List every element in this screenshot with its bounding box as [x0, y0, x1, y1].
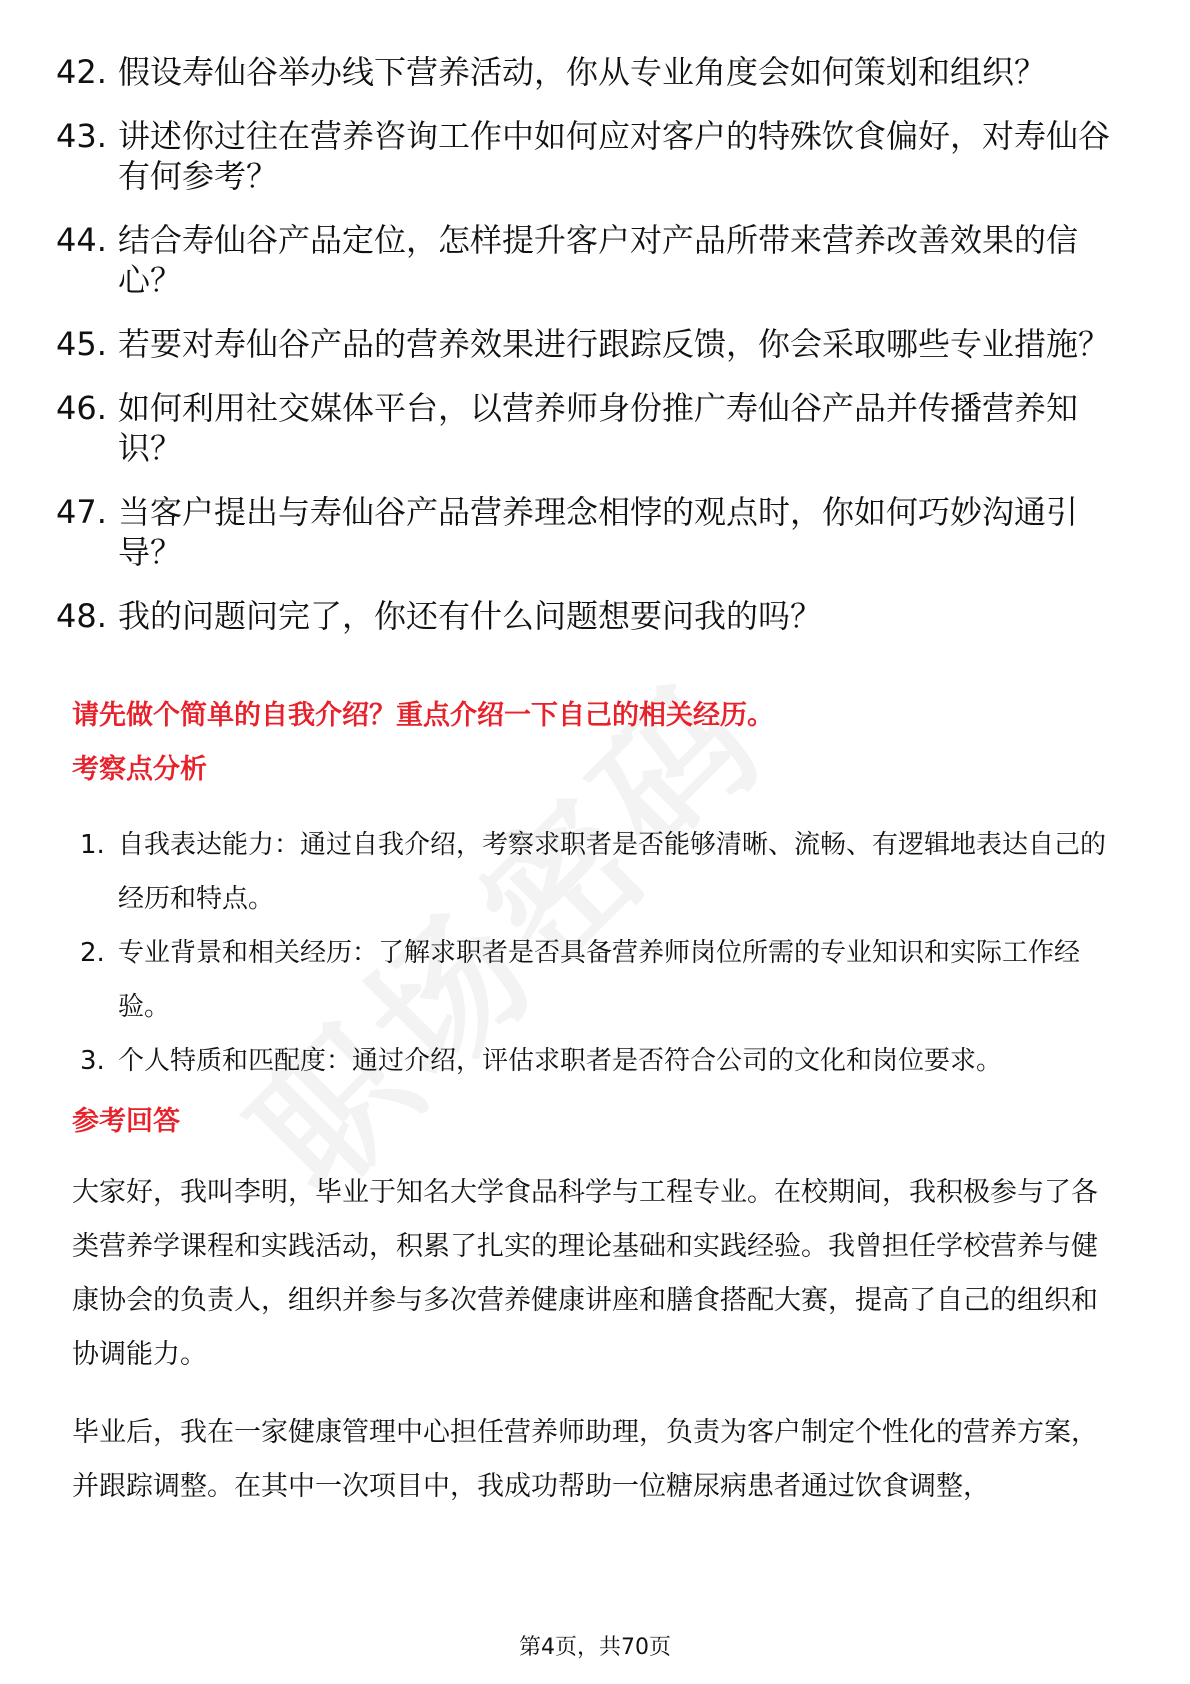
analysis-heading: 考察点分析 — [72, 754, 207, 785]
question-list — [56, 52, 1116, 660]
featured-question: 请先做个简单的自我介绍？重点介绍一下自己的相关经历。 — [72, 700, 774, 731]
analysis-list — [80, 818, 1120, 1088]
analysis-item — [80, 1034, 1120, 1088]
question-text: 我的问题问完了，你还有什么问题想要问我的吗？ — [118, 597, 823, 635]
question-item — [56, 220, 1116, 300]
reference-paragraph: 毕业后，我在一家健康管理中心担任营养师助理，负责为客户制定个性化的营养方案，并跟踪调整。在其中一次项目中，我成功帮助一位糖尿病患者通过饮食调整， — [72, 1417, 1098, 1502]
question-text: 假设寿仙谷举办线下营养活动，你从专业角度会如何策划和组织？ — [118, 53, 1047, 91]
question-text: 讲述你过往在营养咨询工作中如何应对客户的特殊饮食偏好，对寿仙谷有何参考？ — [118, 117, 1111, 195]
analysis-item — [80, 818, 1120, 926]
question-number: 47. — [56, 493, 107, 531]
question-text: 如何利用社交媒体平台，以营养师身份推广寿仙谷产品并传播营养知识？ — [118, 389, 1079, 467]
question-number: 42. — [56, 53, 107, 91]
analysis-item — [80, 926, 1120, 1034]
question-number: 46. — [56, 389, 107, 427]
reference-heading: 参考回答 — [72, 1106, 180, 1137]
reference-paragraph: 大家好，我叫李明，毕业于知名大学食品科学与工程专业。在校期间，我积极参与了各类营养学课程和实践活动，积累了扎实的理论基础和实践经验。我曾担任学校营养与健康协会的负责人，组织并参与多次营养健康讲座和膳食搭配大赛，提高了自己的组织和协调能力。 — [72, 1177, 1098, 1370]
page-footer: 第4页，共70页 — [519, 1635, 671, 1660]
question-item — [56, 116, 1116, 196]
question-number: 48. — [56, 597, 107, 635]
analysis-number: 2. — [80, 938, 105, 968]
question-item — [56, 596, 1116, 636]
analysis-number: 1. — [80, 830, 105, 860]
question-text: 结合寿仙谷产品定位，怎样提升客户对产品所带来营养改善效果的信心？ — [118, 221, 1079, 299]
question-text: 当客户提出与寿仙谷产品营养理念相悖的观点时，你如何巧妙沟通引导？ — [118, 493, 1079, 571]
question-item — [56, 52, 1116, 92]
question-number: 43. — [56, 117, 107, 155]
question-item — [56, 388, 1116, 468]
analysis-text: 个人特质和匹配度：通过介绍，评估求职者是否符合公司的文化和岗位要求。 — [118, 1046, 1003, 1076]
analysis-text: 自我表达能力：通过自我介绍，考察求职者是否能够清晰、流畅、有逻辑地表达自己的经历和特点。 — [118, 830, 1107, 914]
analysis-text: 专业背景和相关经历：了解求职者是否具备营养师岗位所需的专业知识和实际工作经验。 — [118, 938, 1081, 1022]
question-number: 44. — [56, 221, 107, 259]
analysis-number: 3. — [80, 1046, 105, 1076]
question-item — [56, 492, 1116, 572]
question-item — [56, 324, 1116, 364]
question-number: 45. — [56, 325, 107, 363]
question-text: 若要对寿仙谷产品的营养效果进行跟踪反馈，你会采取哪些专业措施？ — [118, 325, 1111, 363]
